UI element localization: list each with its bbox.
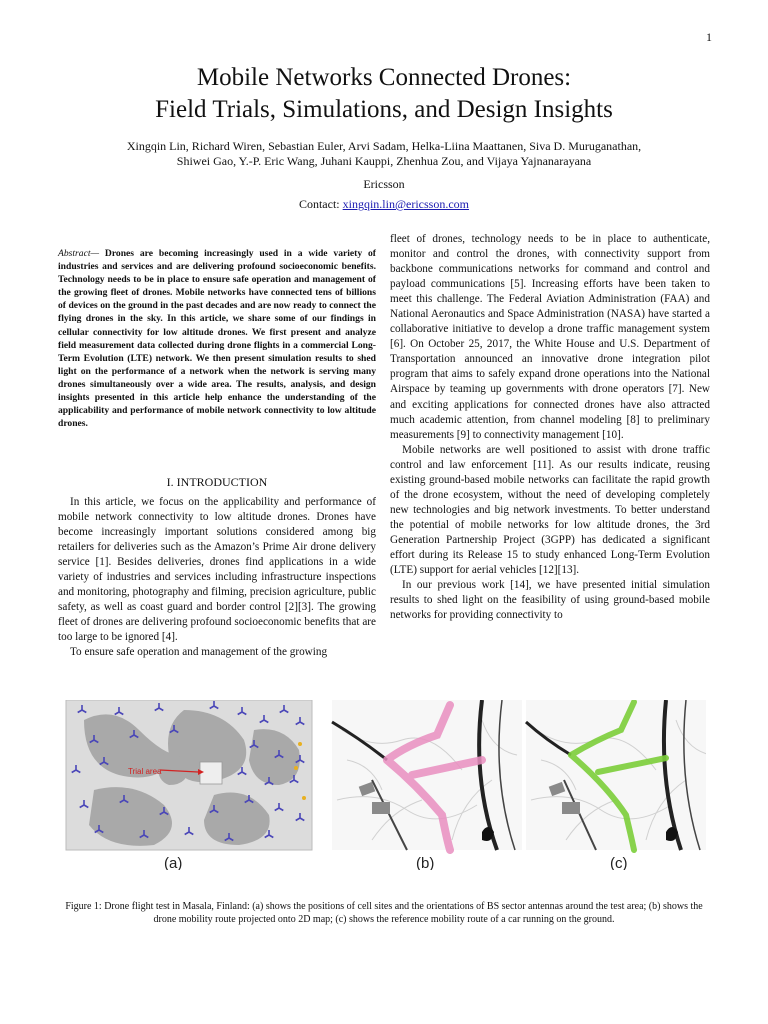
contact-label: Contact:: [298, 197, 340, 211]
authors-line-2: Shiwei Gao, Y.-P. Eric Wang, Juhani Kauppi, Zhenhua Zou, and Vijaya Yajnanarayana: [176, 154, 592, 168]
author-list: [60, 139, 708, 169]
abstract: [58, 247, 376, 430]
sublabel-b: (b): [416, 855, 435, 870]
contact-email-link[interactable]: xingqin.lin@ericsson.com: [342, 197, 470, 211]
figure-panel-c: [526, 700, 706, 850]
section-heading-introduction: I. INTRODUCTION: [166, 475, 268, 489]
right-column-body: [390, 232, 710, 623]
figure-panel-a: [66, 700, 312, 850]
contact-line: [0, 197, 768, 212]
paper-title: [0, 62, 768, 126]
page-number: 1: [706, 30, 712, 44]
abstract-lead: Abstract—: [58, 248, 100, 259]
title-line-2: Field Trials, Simulations, and Design Insights: [155, 96, 613, 123]
authors-line-1: Xingqin Lin, Richard Wiren, Sebastian Euler, Arvi Sadam, Helka-Liina Maattanen, Siva D. Muruganathan,: [126, 139, 642, 153]
affiliation: Ericsson: [363, 177, 405, 191]
title-line-1: Mobile Networks Connected Drones:: [196, 64, 572, 91]
left-column-body: [58, 495, 376, 661]
figure-caption: Figure 1: Drone flight test in Masala, Finland: (a) shows the positions of cell sites and the orientations of BS sector antennas around the test area; (b) shows the drone mobility route projected onto 2D map; (c) shows the reference mobility route of a car running on the ground.: [65, 901, 703, 925]
paragraph: To ensure safe operation and management of the growing: [70, 646, 328, 659]
trial-area-annotation: Trial area: [128, 767, 162, 776]
paragraph: Mobile networks are well positioned to assist with drone traffic control and law enforcement [11]. As our results indicate, reusing existing ground-based mobile networks can facilitate the rapid growth of the drone ecosystem, without the need of developing completely new technologies and big network investments. To better understand the potential of mobile networks for low altitude drones, the 3rd Generation Partnership Project (3GPP) has dedicated a significant effort during its Release 15 to study enhanced Long-Term Evolution (LTE) support for aerial vehicles [12][13].: [390, 443, 710, 577]
abstract-text: Drones are becoming increasingly used in a wide variety of industries and services and are delivering profound socioeconomic benefits. Technology needs to be in place to ensure safe operation and management of the growing fleet of drones. Mobile networks have connected tens of billions of devices on the ground in the past decades and are now ready to connect the flying drones in the sky. In this article, we share some of our findings in cellular connectivity for low altitude drones. We first present and analyze field measurement data collected during drone flights in a commercial Long-Term Evolution (LTE) network. We then present simulation results to shed light on the performance of a network when the network is serving many drones simultaneously over a wide area. The results, analysis, and design insights presented in this article help enhance the understanding of the applicability and performance of mobile network connectivity to low altitude drones.: [58, 248, 376, 430]
paragraph: fleet of drones, technology needs to be in place to authenticate, monitor and control the drones, with connectivity support from backbone communications networks for command and control and payload communications [5]. Increasing efforts have been taken to meet this challenge. The Federal Aviation Administration (FAA) and National Aeronautics and Space Administration (NASA) have started a collaborative initiative to develop a drone traffic management system [6]. On October 25, 2017, the White House and U.S. Department of Transportation announced an innovative drone integration pilot program that aims to safely expand drone operations into the National Airspace by teaming up governments with drone operators [7]. New and exciting applications for connected drones have also attracted much academic attention, from channel modeling [8] to preliminary measurements [9] to connectivity management [10].: [390, 233, 710, 441]
sublabel-a: (a): [164, 855, 183, 870]
sublabel-c: (c): [610, 855, 628, 870]
paragraph: In our previous work [14], we have presented initial simulation results to shed light on the feasibility of using ground-based mobile networks for providing connectivity to: [390, 579, 710, 622]
figure-1: [64, 700, 706, 870]
figure-panel-b: [332, 700, 522, 850]
paragraph: In this article, we focus on the applicability and performance of mobile network connectivity to low altitude drones. Drones have become increasingly important solutions considered among big retailers for deliveries such as the Amazon’s Prime Air drone delivery service [1]. Besides deliveries, drones find applications in a wide variety of industries and services including infrastructure inspections and monitoring, photography and filming, precision agriculture, public safety, as well as coast guard and border control [2][3]. The growing fleet of drones are delivering profound socioeconomic benefits that are too large to be ignored [4].: [58, 496, 376, 644]
